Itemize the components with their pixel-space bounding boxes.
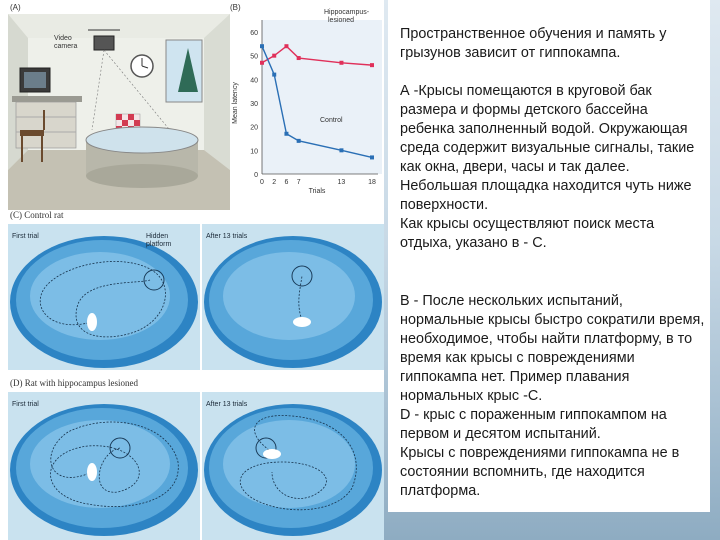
first-trial-label: First trial	[12, 233, 39, 240]
data-point	[370, 155, 374, 159]
panel-c-after-trials	[202, 224, 384, 370]
plot-area	[262, 20, 382, 174]
first-trial-label-d: First trial	[12, 401, 39, 408]
y-tick-label: 30	[250, 101, 258, 108]
data-point	[370, 63, 374, 67]
y-tick-label: 50	[250, 53, 258, 61]
hidden-platform-label: Hidden	[146, 233, 169, 240]
y-tick-label: 10	[250, 148, 258, 156]
panel-d-first-trial	[8, 392, 200, 540]
data-point	[284, 44, 288, 48]
x-tick-label: 7	[296, 179, 301, 186]
hidden-platform-label-2: platform	[146, 241, 172, 248]
panel-b-label: (B)	[230, 3, 241, 12]
latency-chart	[228, 0, 386, 200]
panel-c-first-trial	[8, 224, 200, 370]
x-axis-label: Trials	[308, 188, 326, 195]
rat-icon	[293, 317, 311, 327]
panel-a-label: (A)	[10, 3, 21, 12]
rat-icon	[87, 313, 97, 331]
after-trials-label-d: After 13 trials	[206, 401, 248, 408]
pool-tank	[86, 127, 198, 188]
after-trials-label: After 13 trials	[206, 233, 248, 240]
series-label-lesioned-2: lesioned	[328, 17, 355, 24]
x-tick-label: 13	[337, 179, 346, 186]
y-tick-label: 40	[250, 77, 258, 85]
x-tick-label: 2	[272, 179, 277, 186]
x-tick-label: 0	[260, 179, 264, 186]
video-camera-label-2: camera	[54, 43, 78, 50]
data-point	[272, 54, 276, 58]
x-tick-label: 18	[368, 179, 376, 186]
rat-icon	[263, 449, 281, 459]
paragraph-intro: Пространственное обучения и память у грызунов зависит от гиппокампа.	[400, 26, 667, 61]
y-tick-label: 20	[250, 124, 258, 132]
data-point	[339, 148, 343, 152]
camera-icon	[94, 36, 114, 50]
data-point	[284, 132, 288, 136]
panel-c-label: (C) Control rat	[10, 210, 64, 220]
series-label-lesioned: Hippocampus-	[324, 9, 370, 16]
rat-icon	[87, 463, 97, 481]
video-camera-label: Video	[54, 35, 72, 42]
data-point	[297, 139, 301, 143]
data-point	[260, 44, 264, 48]
panel-a-room-illustration	[8, 0, 230, 210]
paragraph-description: А -Крысы помещаются в круговой бак размера и формы детского бассейна ребенка заполненный водой. Окружающая среда содержит визуальные сигналы, такие как окна, двери, часы и так далее. Небольшая площадка находится чуть ниже поверхности. Как крысы осуществляют поиск места отдыха, указано в - С.	[400, 83, 695, 251]
data-point	[297, 56, 301, 60]
panel-d-label: (D) Rat with hippocampus lesioned	[10, 378, 138, 388]
data-point	[260, 61, 264, 65]
panel-d-after-trials	[202, 392, 384, 540]
data-point	[339, 61, 343, 65]
y-tick-label: 0	[254, 172, 258, 179]
paragraph-results: В - После нескольких испытаний, нормальные крысы быстро сократили время, необходимое, чтобы найти платформу, в то время как крысы с повреждениями гиппокампа нет. Пример плавания нормальных крыс -С. D - крыс с пораженным гиппокампом на первом и десятом испытаний. Крысы с повреждениями гиппокампа не в состоянии вспомнить, где находится платформа.	[400, 293, 705, 499]
series-label-control: Control	[320, 117, 343, 124]
data-point	[272, 73, 276, 77]
chair-icon	[20, 130, 44, 136]
y-tick-label: 60	[250, 30, 258, 37]
y-axis-label: Mean latency	[232, 82, 239, 124]
x-tick-label: 6	[284, 179, 289, 186]
